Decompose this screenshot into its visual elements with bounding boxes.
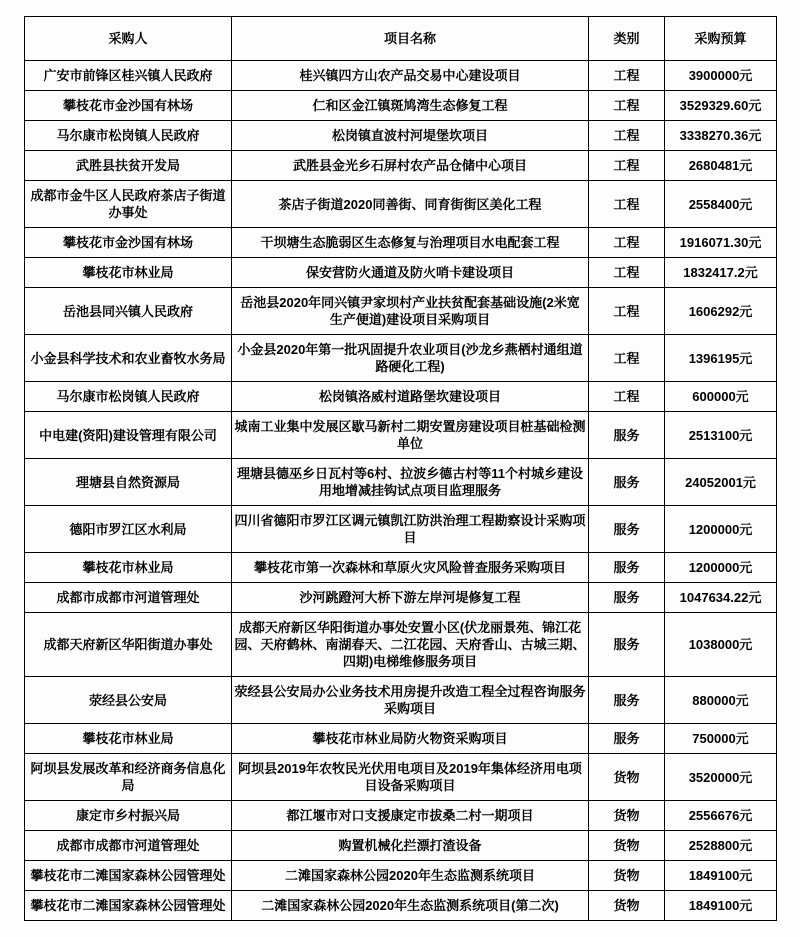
purchaser-cell: 攀枝花市金沙国有林场 bbox=[25, 228, 232, 258]
table-row bbox=[25, 861, 777, 891]
category-cell: 工程 bbox=[589, 228, 665, 258]
col-header-project: 项目名称 bbox=[232, 17, 589, 61]
table-row bbox=[25, 258, 777, 288]
category-cell: 工程 bbox=[589, 258, 665, 288]
col-header-budget: 采购预算 bbox=[665, 17, 777, 61]
category-cell: 服务 bbox=[589, 506, 665, 553]
project-cell: 松岗镇直波村河堤堡坎项目 bbox=[232, 121, 589, 151]
table-row bbox=[25, 891, 777, 921]
project-cell: 岳池县2020年同兴镇尹家坝村产业扶贫配套基础设施(2米宽生产便道)建设项目采购项目 bbox=[232, 288, 589, 335]
purchaser-cell: 武胜县扶贫开发局 bbox=[25, 151, 232, 181]
project-cell: 理塘县德巫乡日瓦村等6村、拉波乡德古村等11个村城乡建设用地增减挂钩试点项目监理服务 bbox=[232, 459, 589, 506]
budget-cell: 1832417.2元 bbox=[665, 258, 777, 288]
project-cell: 仁和区金江镇斑鸠湾生态修复工程 bbox=[232, 91, 589, 121]
purchaser-cell: 马尔康市松岗镇人民政府 bbox=[25, 121, 232, 151]
purchaser-cell: 中电建(资阳)建设管理有限公司 bbox=[25, 412, 232, 459]
project-cell: 保安营防火通道及防火哨卡建设项目 bbox=[232, 258, 589, 288]
purchaser-cell: 攀枝花市林业局 bbox=[25, 258, 232, 288]
project-cell: 四川省德阳市罗江区调元镇凯江防洪治理工程勘察设计采购项目 bbox=[232, 506, 589, 553]
col-header-category: 类别 bbox=[589, 17, 665, 61]
category-cell: 工程 bbox=[589, 151, 665, 181]
project-cell: 二滩国家森林公园2020年生态监测系统项目 bbox=[232, 861, 589, 891]
project-cell: 攀枝花市第一次森林和草原火灾风险普查服务采购项目 bbox=[232, 553, 589, 583]
table-row bbox=[25, 61, 777, 91]
table-row bbox=[25, 506, 777, 553]
col-header-purchaser: 采购人 bbox=[25, 17, 232, 61]
table-row bbox=[25, 151, 777, 181]
purchaser-cell: 攀枝花市林业局 bbox=[25, 553, 232, 583]
project-cell: 阿坝县2019年农牧民光伏用电项目及2019年集体经济用电项目设备采购项目 bbox=[232, 754, 589, 801]
budget-cell: 1396195元 bbox=[665, 335, 777, 382]
budget-cell: 2528800元 bbox=[665, 831, 777, 861]
category-cell: 货物 bbox=[589, 861, 665, 891]
purchaser-cell: 攀枝花市金沙国有林场 bbox=[25, 91, 232, 121]
project-cell: 荥经县公安局办公业务技术用房提升改造工程全过程咨询服务采购项目 bbox=[232, 677, 589, 724]
purchaser-cell: 阿坝县发展改革和经济商务信息化局 bbox=[25, 754, 232, 801]
category-cell: 工程 bbox=[589, 181, 665, 228]
project-cell: 二滩国家森林公园2020年生态监测系统项目(第二次) bbox=[232, 891, 589, 921]
purchaser-cell: 成都市成都市河道管理处 bbox=[25, 583, 232, 613]
budget-cell: 600000元 bbox=[665, 382, 777, 412]
project-cell: 松岗镇洛威村道路堡坎建设项目 bbox=[232, 382, 589, 412]
category-cell: 工程 bbox=[589, 382, 665, 412]
category-cell: 货物 bbox=[589, 831, 665, 861]
project-cell: 小金县2020年第一批巩固提升农业项目(沙龙乡燕栖村通组道路硬化工程) bbox=[232, 335, 589, 382]
category-cell: 服务 bbox=[589, 613, 665, 677]
table-row bbox=[25, 181, 777, 228]
table-row bbox=[25, 754, 777, 801]
budget-cell: 2680481元 bbox=[665, 151, 777, 181]
budget-cell: 3338270.36元 bbox=[665, 121, 777, 151]
category-cell: 服务 bbox=[589, 677, 665, 724]
budget-cell: 750000元 bbox=[665, 724, 777, 754]
table-row bbox=[25, 459, 777, 506]
project-cell: 沙河跳蹬河大桥下游左岸河堤修复工程 bbox=[232, 583, 589, 613]
category-cell: 货物 bbox=[589, 754, 665, 801]
category-cell: 货物 bbox=[589, 891, 665, 921]
table-row bbox=[25, 335, 777, 382]
category-cell: 工程 bbox=[589, 335, 665, 382]
purchaser-cell: 攀枝花市林业局 bbox=[25, 724, 232, 754]
project-cell: 武胜县金光乡石屏村农产品仓储中心项目 bbox=[232, 151, 589, 181]
budget-cell: 3520000元 bbox=[665, 754, 777, 801]
category-cell: 服务 bbox=[589, 583, 665, 613]
purchaser-cell: 岳池县同兴镇人民政府 bbox=[25, 288, 232, 335]
category-cell: 服务 bbox=[589, 724, 665, 754]
category-cell: 工程 bbox=[589, 121, 665, 151]
table-row bbox=[25, 613, 777, 677]
budget-cell: 3900000元 bbox=[665, 61, 777, 91]
category-cell: 工程 bbox=[589, 91, 665, 121]
purchaser-cell: 德阳市罗江区水利局 bbox=[25, 506, 232, 553]
budget-cell: 24052001元 bbox=[665, 459, 777, 506]
purchaser-cell: 成都市成都市河道管理处 bbox=[25, 831, 232, 861]
category-cell: 工程 bbox=[589, 61, 665, 91]
project-cell: 桂兴镇四方山农产品交易中心建设项目 bbox=[232, 61, 589, 91]
table-row bbox=[25, 228, 777, 258]
table-row bbox=[25, 288, 777, 335]
project-cell: 干坝塘生态脆弱区生态修复与治理项目水电配套工程 bbox=[232, 228, 589, 258]
purchaser-cell: 康定市乡村振兴局 bbox=[25, 801, 232, 831]
table-row bbox=[25, 382, 777, 412]
purchaser-cell: 攀枝花市二滩国家森林公园管理处 bbox=[25, 891, 232, 921]
budget-cell: 3529329.60元 bbox=[665, 91, 777, 121]
table-row bbox=[25, 583, 777, 613]
procurement-table bbox=[24, 16, 777, 921]
project-cell: 茶店子街道2020同善街、同育街街区美化工程 bbox=[232, 181, 589, 228]
project-cell: 购置机械化拦漂打渣设备 bbox=[232, 831, 589, 861]
budget-cell: 1200000元 bbox=[665, 553, 777, 583]
budget-cell: 1047634.22元 bbox=[665, 583, 777, 613]
purchaser-cell: 马尔康市松岗镇人民政府 bbox=[25, 382, 232, 412]
budget-cell: 1916071.30元 bbox=[665, 228, 777, 258]
budget-cell: 880000元 bbox=[665, 677, 777, 724]
budget-cell: 2513100元 bbox=[665, 412, 777, 459]
table-row bbox=[25, 677, 777, 724]
purchaser-cell: 攀枝花市二滩国家森林公园管理处 bbox=[25, 861, 232, 891]
table-row bbox=[25, 801, 777, 831]
project-cell: 攀枝花市林业局防火物资采购项目 bbox=[232, 724, 589, 754]
purchaser-cell: 广安市前锋区桂兴镇人民政府 bbox=[25, 61, 232, 91]
budget-cell: 1200000元 bbox=[665, 506, 777, 553]
table-row bbox=[25, 91, 777, 121]
budget-cell: 2558400元 bbox=[665, 181, 777, 228]
budget-cell: 1849100元 bbox=[665, 861, 777, 891]
table-row bbox=[25, 831, 777, 861]
budget-cell: 1849100元 bbox=[665, 891, 777, 921]
category-cell: 服务 bbox=[589, 553, 665, 583]
category-cell: 服务 bbox=[589, 459, 665, 506]
project-cell: 成都天府新区华阳街道办事处安置小区(伏龙丽景苑、锦江花园、天府鹤林、南湖春天、二江花园、天府香山、古城三期、四期)电梯维修服务项目 bbox=[232, 613, 589, 677]
table-row bbox=[25, 724, 777, 754]
purchaser-cell: 理塘县自然资源局 bbox=[25, 459, 232, 506]
table-row bbox=[25, 553, 777, 583]
project-cell: 都江堰市对口支援康定市拔桑二村一期项目 bbox=[232, 801, 589, 831]
table-row bbox=[25, 121, 777, 151]
budget-cell: 1038000元 bbox=[665, 613, 777, 677]
table-row bbox=[25, 412, 777, 459]
purchaser-cell: 成都天府新区华阳街道办事处 bbox=[25, 613, 232, 677]
purchaser-cell: 荥经县公安局 bbox=[25, 677, 232, 724]
category-cell: 货物 bbox=[589, 801, 665, 831]
budget-cell: 2556676元 bbox=[665, 801, 777, 831]
project-cell: 城南工业集中发展区歇马新村二期安置房建设项目桩基础检测单位 bbox=[232, 412, 589, 459]
category-cell: 服务 bbox=[589, 412, 665, 459]
budget-cell: 1606292元 bbox=[665, 288, 777, 335]
header-row bbox=[25, 17, 777, 61]
purchaser-cell: 成都市金牛区人民政府茶店子街道办事处 bbox=[25, 181, 232, 228]
purchaser-cell: 小金县科学技术和农业畜牧水务局 bbox=[25, 335, 232, 382]
category-cell: 工程 bbox=[589, 288, 665, 335]
